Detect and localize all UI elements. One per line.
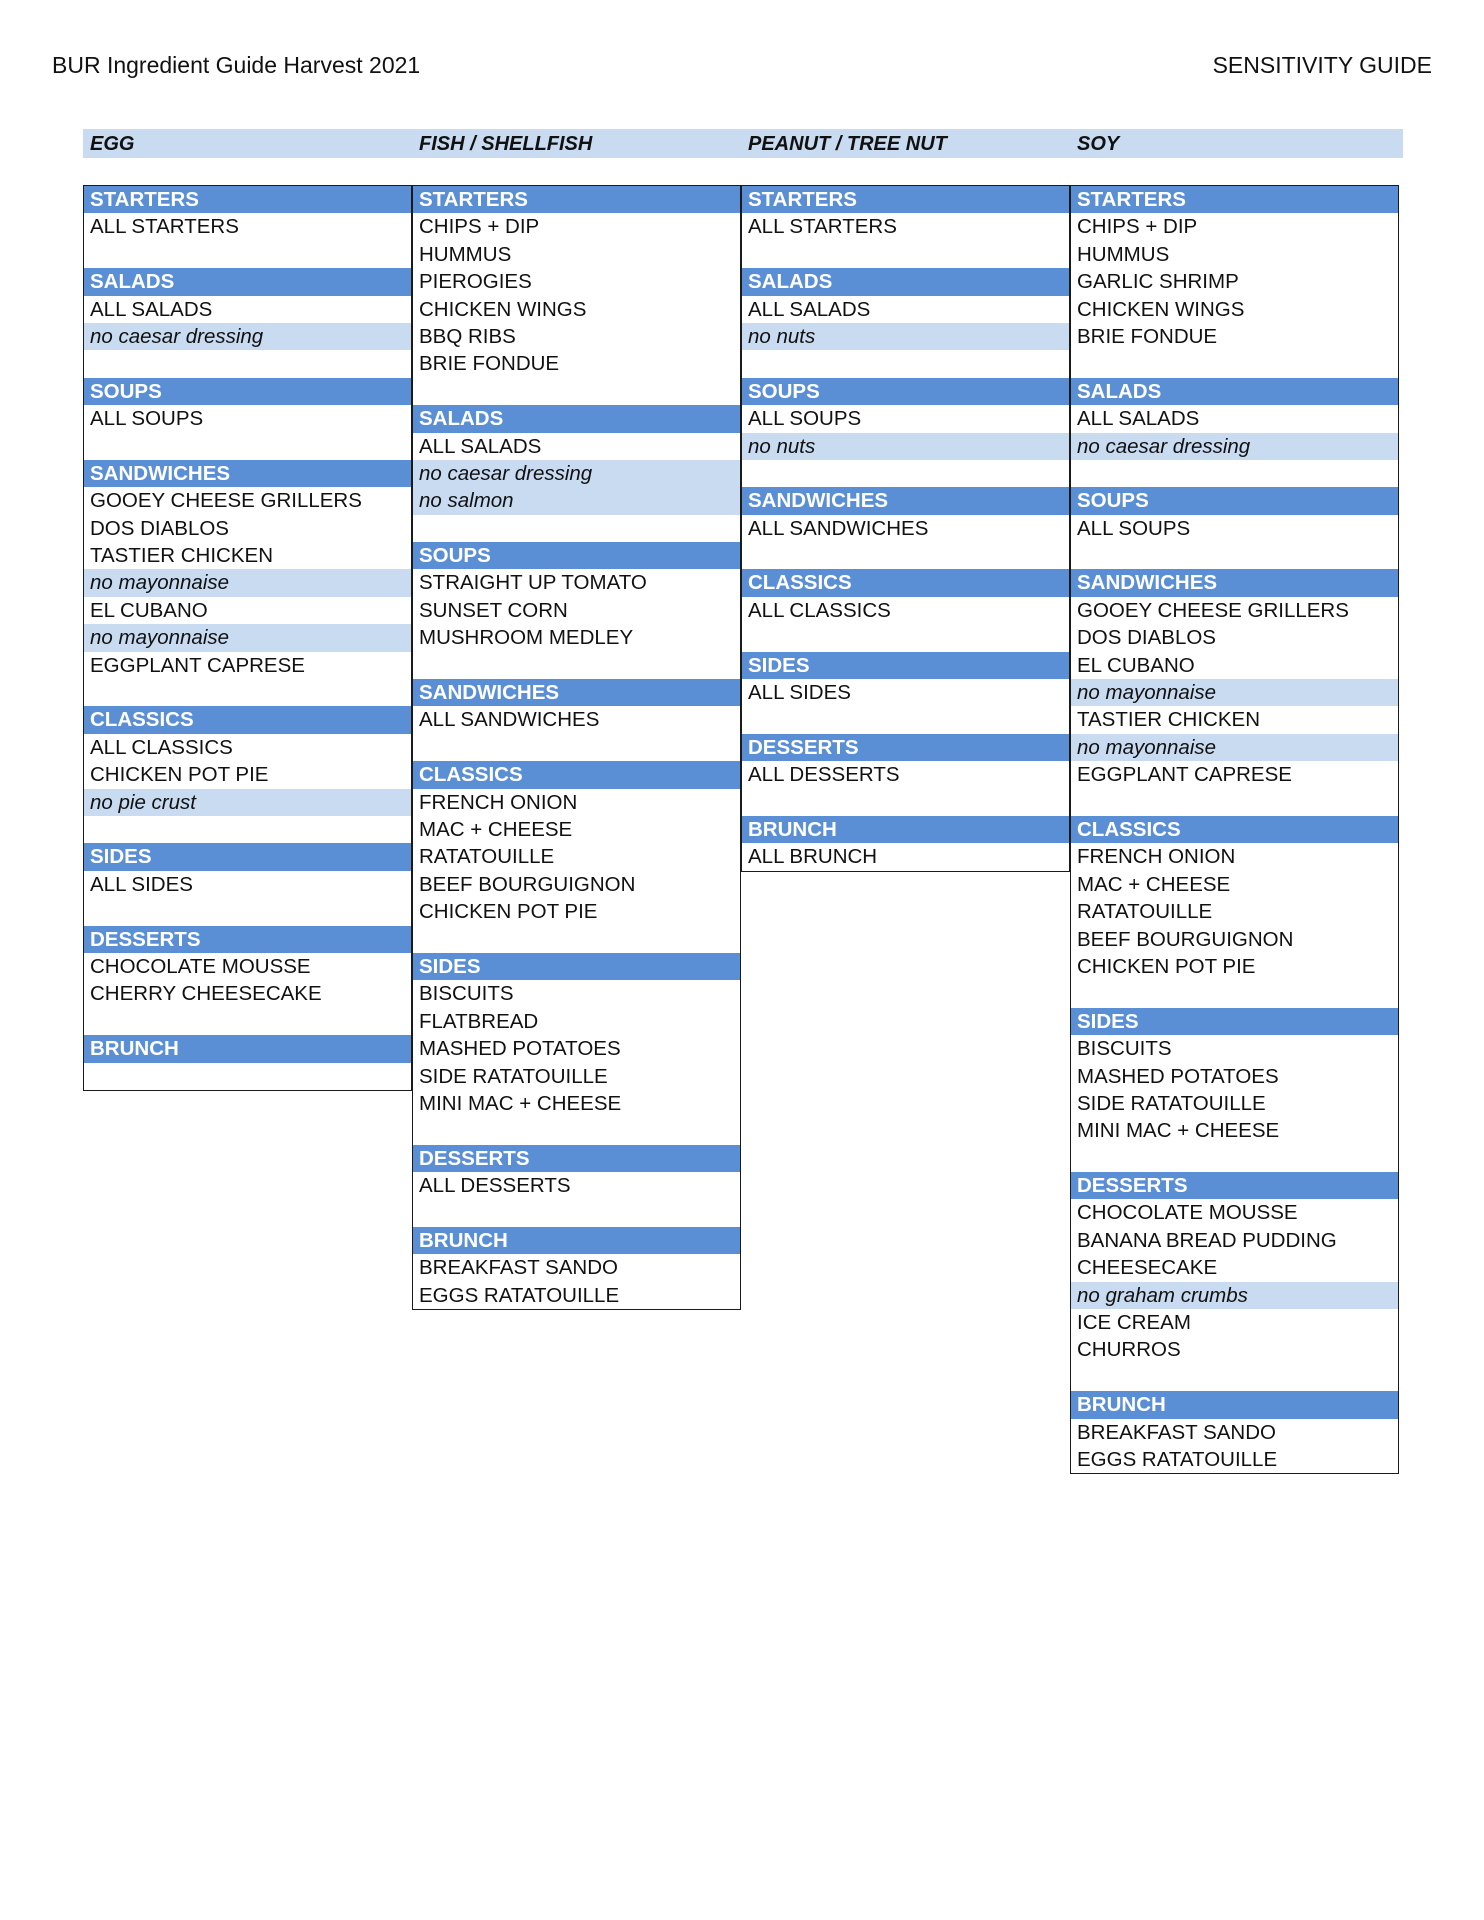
menu-item: ALL SIDES	[90, 872, 193, 896]
modification-note: no caesar dressing	[1071, 433, 1398, 460]
menu-item: ALL SANDWICHES	[419, 708, 600, 732]
category-header: SALADS	[84, 268, 411, 295]
category-header: SOUPS	[84, 378, 411, 405]
row-spacer	[742, 241, 1069, 268]
category-header: SALADS	[742, 268, 1069, 295]
menu-item: MINI MAC + CHEESE	[1077, 1119, 1280, 1143]
modification-note: no mayonnaise	[84, 624, 411, 651]
allergen-name-fish-shellfish: FISH / SHELLFISH	[419, 133, 593, 155]
category-header: SOUPS	[413, 542, 740, 569]
row-spacer	[1071, 460, 1398, 487]
menu-item: CHURROS	[1077, 1338, 1181, 1362]
row-spacer	[84, 898, 411, 925]
menu-item: ALL CLASSICS	[90, 735, 233, 759]
row-spacer	[413, 926, 740, 953]
menu-item: MASHED POTATOES	[1077, 1064, 1279, 1088]
menu-item: PIEROGIES	[419, 270, 532, 294]
menu-item: BREAKFAST SANDO	[1077, 1420, 1276, 1444]
menu-item: BEEF BOURGUIGNON	[1077, 927, 1294, 951]
category-header: DESSERTS	[742, 734, 1069, 761]
row-spacer	[742, 706, 1069, 733]
category-header: DESSERTS	[84, 926, 411, 953]
category-header: STARTERS	[84, 186, 411, 213]
category-header: SIDES	[742, 652, 1069, 679]
category-header: SIDES	[84, 843, 411, 870]
menu-item: CHICKEN POT PIE	[419, 900, 598, 924]
menu-item: SUNSET CORN	[419, 598, 568, 622]
menu-item: CHOCOLATE MOUSSE	[1077, 1201, 1298, 1225]
menu-item: ALL SANDWICHES	[748, 516, 929, 540]
row-spacer	[413, 652, 740, 679]
column-fish-shellfish	[412, 185, 741, 1310]
row-spacer	[413, 1117, 740, 1144]
menu-item: STRAIGHT UP TOMATO	[419, 571, 647, 595]
menu-item: DOS DIABLOS	[90, 516, 229, 540]
modification-note: no caesar dressing	[84, 323, 411, 350]
modification-note: no mayonnaise	[84, 569, 411, 596]
menu-item: ALL SIDES	[748, 681, 851, 705]
category-header: DESSERTS	[1071, 1172, 1398, 1199]
row-spacer	[742, 789, 1069, 816]
menu-item: HUMMUS	[419, 242, 512, 266]
menu-item: EGGPLANT CAPRESE	[90, 653, 305, 677]
category-header: BRUNCH	[1071, 1391, 1398, 1418]
menu-item: BRIE FONDUE	[419, 352, 560, 376]
menu-item: BREAKFAST SANDO	[419, 1256, 618, 1280]
allergen-name-soy: SOY	[1077, 133, 1120, 155]
category-header: CLASSICS	[742, 569, 1069, 596]
menu-item: HUMMUS	[1077, 242, 1170, 266]
menu-item: SIDE RATATOUILLE	[419, 1064, 608, 1088]
modification-note: no nuts	[742, 433, 1069, 460]
document-title: BUR Ingredient Guide Harvest 2021	[52, 52, 421, 78]
row-spacer	[413, 734, 740, 761]
menu-item: CHIPS + DIP	[1077, 215, 1198, 239]
modification-note: no mayonnaise	[1071, 734, 1398, 761]
menu-item: MASHED POTATOES	[419, 1037, 621, 1061]
menu-item: ALL SALADS	[1077, 407, 1200, 431]
modification-note: no graham crumbs	[1071, 1282, 1398, 1309]
menu-item: MAC + CHEESE	[1077, 872, 1231, 896]
category-header: SOUPS	[742, 378, 1069, 405]
category-header: SANDWICHES	[742, 487, 1069, 514]
row-spacer	[84, 433, 411, 460]
menu-item: ALL DESSERTS	[419, 1174, 571, 1198]
column-soy	[1070, 185, 1399, 1474]
allergen-header-bar	[83, 129, 1403, 158]
menu-item: EL CUBANO	[1077, 653, 1195, 677]
category-header: STARTERS	[413, 186, 740, 213]
category-header: CLASSICS	[84, 706, 411, 733]
menu-item: CHOCOLATE MOUSSE	[90, 954, 311, 978]
column-egg	[83, 185, 412, 1091]
category-header: CLASSICS	[1071, 816, 1398, 843]
row-spacer	[84, 241, 411, 268]
row-spacer	[1071, 1145, 1398, 1172]
menu-item: ALL CLASSICS	[748, 598, 891, 622]
menu-item: BEEF BOURGUIGNON	[419, 872, 636, 896]
category-header: STARTERS	[1071, 186, 1398, 213]
menu-item: EGGS RATATOUILLE	[419, 1283, 620, 1307]
menu-item: TASTIER CHICKEN	[1077, 708, 1260, 732]
menu-item: CHICKEN POT PIE	[90, 763, 269, 787]
column-peanut-tree-nut	[741, 185, 1070, 872]
menu-item: FLATBREAD	[419, 1009, 539, 1033]
category-header: SALADS	[413, 405, 740, 432]
row-spacer	[413, 378, 740, 405]
allergen-name-peanut-tree-nut: PEANUT / TREE NUT	[748, 133, 947, 155]
modification-note: no salmon	[413, 487, 740, 514]
row-spacer	[84, 1063, 411, 1090]
menu-item: RATATOUILLE	[419, 845, 555, 869]
menu-item: EGGPLANT CAPRESE	[1077, 763, 1292, 787]
menu-item: CHERRY CHEESECAKE	[90, 982, 322, 1006]
menu-item: DOS DIABLOS	[1077, 626, 1216, 650]
menu-item: CHIPS + DIP	[419, 215, 540, 239]
modification-note: no mayonnaise	[1071, 679, 1398, 706]
menu-item: GARLIC SHRIMP	[1077, 270, 1239, 294]
row-spacer	[1071, 542, 1398, 569]
category-header: SANDWICHES	[1071, 569, 1398, 596]
menu-item: ALL BRUNCH	[748, 845, 878, 869]
category-header: SIDES	[413, 953, 740, 980]
category-header: BRUNCH	[742, 816, 1069, 843]
category-header: STARTERS	[742, 186, 1069, 213]
menu-item: MAC + CHEESE	[419, 817, 573, 841]
category-header: BRUNCH	[84, 1035, 411, 1062]
row-spacer	[742, 350, 1069, 377]
menu-item: GOOEY CHEESE GRILLERS	[90, 489, 362, 513]
row-spacer	[84, 350, 411, 377]
menu-item: ALL SOUPS	[748, 407, 862, 431]
menu-item: ALL SALADS	[90, 297, 213, 321]
menu-item: ICE CREAM	[1077, 1311, 1191, 1335]
category-header: SIDES	[1071, 1008, 1398, 1035]
menu-item: BANANA BREAD PUDDING	[1077, 1228, 1337, 1252]
row-spacer	[742, 624, 1069, 651]
menu-item: BISCUITS	[419, 982, 514, 1006]
menu-item: MUSHROOM MEDLEY	[419, 626, 634, 650]
menu-item: RATATOUILLE	[1077, 900, 1213, 924]
menu-item: CHICKEN WINGS	[419, 297, 587, 321]
category-header: SANDWICHES	[413, 679, 740, 706]
row-spacer	[1071, 1364, 1398, 1391]
menu-item: CHICKEN POT PIE	[1077, 954, 1256, 978]
menu-item: MINI MAC + CHEESE	[419, 1091, 622, 1115]
menu-item: FRENCH ONION	[1077, 845, 1236, 869]
document-subtitle: SENSITIVITY GUIDE	[1212, 52, 1432, 78]
menu-item: ALL DESSERTS	[748, 763, 900, 787]
menu-item: BBQ RIBS	[419, 324, 516, 348]
menu-item: ALL SALADS	[748, 297, 871, 321]
allergen-name-egg: EGG	[90, 133, 135, 155]
category-header: DESSERTS	[413, 1145, 740, 1172]
category-header: SALADS	[1071, 378, 1398, 405]
row-spacer	[1071, 980, 1398, 1007]
menu-item: FRENCH ONION	[419, 790, 578, 814]
menu-item: BISCUITS	[1077, 1037, 1172, 1061]
category-header: BRUNCH	[413, 1227, 740, 1254]
menu-item: ALL STARTERS	[748, 215, 897, 239]
menu-item: TASTIER CHICKEN	[90, 544, 273, 568]
modification-note: no nuts	[742, 323, 1069, 350]
menu-item: CHICKEN WINGS	[1077, 297, 1245, 321]
menu-item: BRIE FONDUE	[1077, 324, 1218, 348]
menu-item: ALL SOUPS	[1077, 516, 1191, 540]
modification-note: no pie crust	[84, 789, 411, 816]
menu-item: GOOEY CHEESE GRILLERS	[1077, 598, 1349, 622]
menu-item: ALL SALADS	[419, 434, 542, 458]
row-spacer	[742, 460, 1069, 487]
row-spacer	[413, 515, 740, 542]
row-spacer	[84, 679, 411, 706]
row-spacer	[84, 816, 411, 843]
menu-item: EGGS RATATOUILLE	[1077, 1447, 1278, 1471]
menu-item: CHEESECAKE	[1077, 1256, 1218, 1280]
menu-item: EL CUBANO	[90, 598, 208, 622]
row-spacer	[742, 542, 1069, 569]
category-header: SOUPS	[1071, 487, 1398, 514]
menu-item: SIDE RATATOUILLE	[1077, 1091, 1266, 1115]
row-spacer	[413, 1199, 740, 1226]
row-spacer	[1071, 789, 1398, 816]
category-header: CLASSICS	[413, 761, 740, 788]
menu-item: ALL STARTERS	[90, 215, 239, 239]
row-spacer	[1071, 350, 1398, 377]
menu-item: ALL SOUPS	[90, 407, 204, 431]
modification-note: no caesar dressing	[413, 460, 740, 487]
category-header: SANDWICHES	[84, 460, 411, 487]
row-spacer	[84, 1008, 411, 1035]
